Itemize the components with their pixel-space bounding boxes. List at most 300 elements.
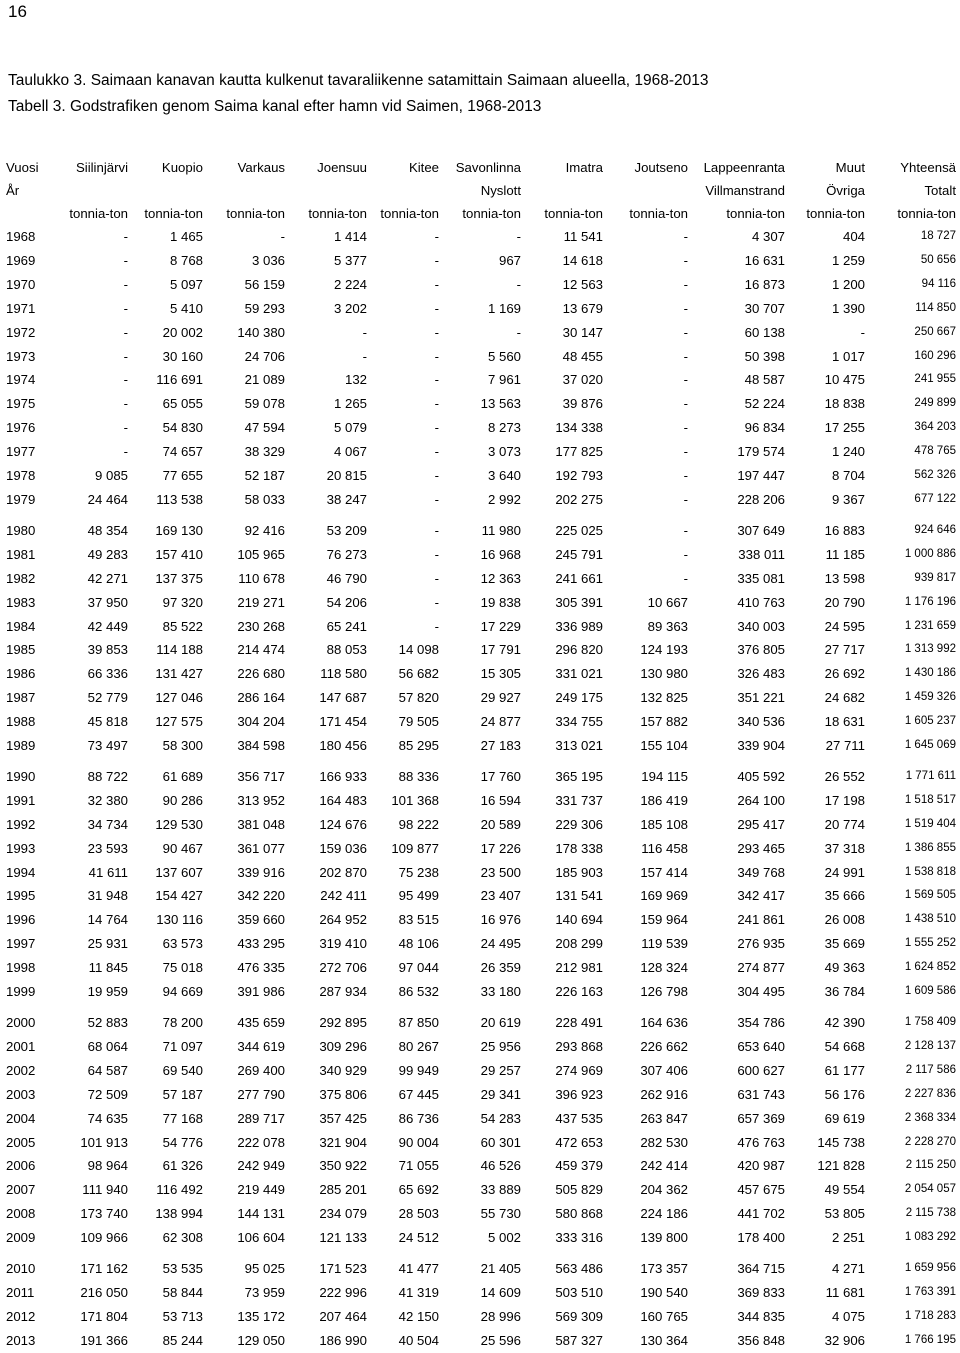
value-cell: 94 669 [162,984,203,1000]
value-cell: 331 021 [555,666,603,682]
header-row [3,179,958,202]
value-cell: 16 883 [824,522,865,538]
value-cell: 350 922 [319,1158,367,1174]
value-cell: 45 818 [87,714,128,730]
header-cell: tonnia-ton [69,206,128,221]
value-cell: - [683,522,688,538]
header-cell: Muut [835,160,865,175]
value-cell: 37 318 [824,840,865,856]
value-cell: 229 306 [555,816,603,832]
value-cell: 169 969 [640,888,688,904]
value-cell: 8 704 [831,468,865,484]
value-cell: 52 883 [87,1015,128,1030]
table-row [3,956,958,980]
value-cell: 35 669 [824,936,865,952]
value-cell: 241 661 [555,570,603,586]
value-cell: 381 048 [237,816,285,832]
total-cell: 2 115 250 [905,1159,956,1172]
year-cell: 1994 [6,864,36,880]
value-cell: 4 271 [831,1261,865,1277]
value-cell: 26 692 [824,666,865,682]
year-cell: 1995 [6,888,36,904]
value-cell: 74 635 [87,1110,128,1126]
value-cell: 24 877 [480,714,521,730]
value-cell: 342 220 [237,888,285,904]
value-cell: 25 596 [480,1332,521,1348]
value-cell: 369 833 [737,1284,785,1300]
value-cell: 41 477 [398,1261,439,1277]
value-cell: 140 694 [555,912,603,928]
value-cell: - [280,229,285,244]
value-cell: 69 540 [162,1062,203,1078]
total-cell: 1 083 292 [904,1231,956,1244]
table-row [3,392,958,416]
value-cell: 420 987 [737,1158,785,1174]
table-row [3,710,958,734]
value-cell: - [683,252,688,268]
value-cell: 85 522 [162,618,203,634]
value-cell: - [123,396,128,412]
value-cell: - [683,546,688,562]
header-cell [130,179,205,202]
value-cell: 226 163 [555,984,603,1000]
value-cell: 18 631 [824,714,865,730]
total-cell: 1 645 069 [904,739,956,752]
value-cell: 293 465 [737,840,785,856]
value-cell: 130 364 [640,1332,688,1348]
data-table [3,156,958,1353]
value-cell: 17 760 [480,768,521,784]
year-cell: 1980 [6,522,36,538]
value-cell: 60 138 [744,324,785,340]
value-cell: - [434,324,439,340]
value-cell: 23 593 [87,840,128,856]
value-cell: 3 202 [333,300,367,316]
table-row [3,1329,958,1353]
value-cell: 8 273 [487,420,521,436]
value-cell: 657 369 [737,1110,785,1126]
value-cell: 226 680 [237,666,285,682]
value-cell: - [362,324,367,340]
value-cell: - [683,570,688,586]
year-cell: 2010 [6,1261,36,1277]
value-cell: 24 464 [87,491,128,507]
value-cell: 1 200 [831,276,865,292]
header-cell: tonnia-ton [544,206,603,221]
value-cell: 10 667 [647,594,688,610]
table-row [3,345,958,369]
header-cell: tonnia-ton [308,206,367,221]
value-cell: 185 903 [555,864,603,880]
table-row [3,1202,958,1226]
value-cell: 171 523 [319,1261,367,1277]
value-cell: 264 952 [319,912,367,928]
value-cell: 27 183 [480,738,521,754]
value-cell: 157 410 [155,546,203,562]
value-cell: 32 906 [824,1332,865,1348]
value-cell: 230 268 [237,618,285,634]
value-cell: 48 587 [744,372,785,388]
table-row [3,758,958,789]
header-cell: Siilinjärvi [75,160,128,175]
value-cell: 476 763 [737,1134,785,1150]
value-cell: 80 267 [398,1038,439,1054]
year-cell: 2009 [6,1230,36,1246]
value-cell: 124 193 [640,642,688,658]
year-cell: 1993 [6,840,36,856]
value-cell: 202 275 [555,491,603,507]
value-cell: 285 201 [319,1182,367,1198]
value-cell: - [123,276,128,292]
value-cell: 47 594 [244,420,285,436]
total-cell: 2 054 057 [904,1183,956,1196]
value-cell: 29 341 [480,1086,521,1102]
value-cell: 33 889 [480,1182,521,1198]
value-cell: 17 255 [824,420,865,436]
value-cell: 4 307 [751,229,785,244]
value-cell: 356 717 [237,768,285,784]
value-cell: 30 707 [744,300,785,316]
value-cell: 331 737 [555,792,603,808]
value-cell: 307 649 [737,522,785,538]
value-cell: - [516,324,521,340]
total-cell: 241 955 [914,373,956,386]
value-cell: 85 295 [398,738,439,754]
header-cell [369,179,441,202]
header-cell [523,179,605,202]
value-cell: 185 108 [640,816,688,832]
value-cell: - [123,324,128,340]
total-cell: 1 176 196 [904,595,956,608]
value-cell: 197 447 [737,468,785,484]
value-cell: 340 929 [319,1062,367,1078]
year-cell: 1984 [6,618,36,634]
table-row [3,1083,958,1107]
value-cell: 212 981 [555,960,603,976]
value-cell: 228 206 [737,491,785,507]
value-cell: 1 017 [831,348,865,364]
value-cell: 129 050 [237,1332,285,1348]
value-cell: 309 296 [319,1038,367,1054]
year-cell: 2003 [6,1086,36,1102]
value-cell: 13 598 [824,570,865,586]
value-cell: 42 449 [87,618,128,634]
total-cell: 1 459 326 [904,691,956,704]
value-cell: 105 965 [237,546,285,562]
value-cell: 2 992 [487,491,521,507]
value-cell: 4 067 [333,444,367,460]
value-cell: 11 845 [88,960,128,976]
header-cell: tonnia-ton [144,206,203,221]
value-cell: 88 336 [398,768,439,784]
value-cell: 138 994 [155,1206,203,1222]
value-cell: 101 913 [80,1134,128,1150]
total-cell: 249 899 [914,397,956,410]
value-cell: 631 743 [737,1086,785,1102]
value-cell: 4 075 [831,1308,865,1324]
total-cell: 2 227 836 [904,1087,956,1100]
value-cell: 319 410 [319,936,367,952]
value-cell: 335 081 [737,570,785,586]
value-cell: 21 089 [244,372,285,388]
value-cell: 24 595 [824,618,865,634]
value-cell: 208 299 [555,936,603,952]
value-cell: 130 980 [640,666,688,682]
value-cell: - [434,491,439,507]
header-cell: tonnia-ton [380,206,439,221]
value-cell: 95 025 [244,1261,285,1277]
value-cell: 52 224 [744,396,785,412]
value-cell: 2 224 [333,276,367,292]
value-cell: 9 367 [831,491,865,507]
value-cell: 71 055 [398,1158,439,1174]
value-cell: 10 475 [824,372,865,388]
value-cell: 192 793 [555,468,603,484]
value-cell: 48 354 [87,522,128,538]
value-cell: 98 964 [87,1158,128,1174]
value-cell: 967 [498,252,521,268]
value-cell: 287 934 [319,984,367,1000]
value-cell: 14 098 [398,642,439,658]
value-cell: 173 357 [640,1261,688,1277]
value-cell: 404 [842,229,865,244]
total-cell: 250 667 [914,325,956,338]
total-cell: 2 368 334 [904,1111,956,1124]
total-cell: 160 296 [914,349,956,362]
year-cell: 1996 [6,912,36,928]
header-cell: tonnia-ton [806,206,865,221]
table-row [3,440,958,464]
table-row [3,789,958,813]
table-row [3,225,958,249]
value-cell: 37 020 [562,372,603,388]
value-cell: 3 640 [487,468,521,484]
value-cell: 61 177 [824,1062,865,1078]
table-row [3,249,958,273]
total-cell: 1 766 195 [904,1333,956,1346]
table-row [3,464,958,488]
total-cell: 562 326 [914,469,956,482]
value-cell: - [516,229,521,244]
value-cell: 277 790 [237,1086,285,1102]
value-cell: 57 820 [398,690,439,706]
value-cell: 472 653 [555,1134,603,1150]
value-cell: 18 838 [824,396,865,412]
value-cell: 166 933 [319,768,367,784]
value-cell: 42 150 [398,1308,439,1324]
year-cell: 1975 [6,396,36,412]
year-cell: 2013 [6,1332,36,1348]
value-cell: 73 497 [87,738,128,754]
table-row [3,416,958,440]
value-cell: - [362,348,367,364]
value-cell: 55 730 [480,1206,521,1222]
value-cell: 11 185 [825,546,865,562]
value-cell: 505 829 [555,1182,603,1198]
value-cell: 180 456 [319,738,367,754]
table-title-finnish: Taulukko 3. Saimaan kanavan kautta kulkenut tavaraliikenne satamittain Saimaan alueella, 1968-2013 [8,72,709,89]
value-cell: 194 115 [641,768,688,784]
value-cell: 2 251 [831,1230,865,1246]
value-cell: 68 064 [87,1038,128,1054]
year-cell: 1979 [6,491,36,507]
value-cell: 19 838 [480,594,521,610]
value-cell: 38 329 [244,444,285,460]
table-row [3,837,958,861]
value-cell: 57 187 [162,1086,203,1102]
value-cell: 52 779 [87,690,128,706]
year-cell: 1997 [6,936,36,952]
header-cell: Joutseno [634,160,688,175]
value-cell: 178 338 [555,840,603,856]
value-cell: 49 283 [87,546,128,562]
value-cell: 653 640 [737,1038,785,1054]
value-cell: 214 474 [237,642,285,658]
year-cell: 1981 [6,546,36,562]
table-row [3,1305,958,1329]
value-cell: 503 510 [555,1284,603,1300]
value-cell: 191 366 [80,1332,128,1348]
value-cell: 179 574 [737,444,785,460]
value-cell: 48 455 [562,348,603,364]
value-cell: 87 850 [398,1015,439,1030]
value-cell: 307 406 [640,1062,688,1078]
year-cell: 1991 [6,792,36,808]
value-cell: 53 713 [162,1308,203,1324]
value-cell: 11 980 [481,522,521,538]
year-cell: 1972 [6,324,36,340]
value-cell: - [683,468,688,484]
value-cell: - [683,420,688,436]
header-cell: Kuopio [161,160,203,175]
value-cell: 1 240 [831,444,865,460]
value-cell: 111 940 [82,1182,128,1198]
value-cell: 58 844 [162,1284,203,1300]
value-cell: 459 379 [555,1158,603,1174]
value-cell: 71 097 [162,1038,203,1054]
value-cell: 78 200 [162,1015,203,1030]
value-cell: 134 338 [555,420,603,436]
value-cell: 14 618 [562,252,603,268]
value-cell: 58 033 [244,491,285,507]
value-cell: 132 825 [640,690,688,706]
value-cell: 157 882 [640,714,688,730]
value-cell: 186 990 [319,1332,367,1348]
year-cell: 1985 [6,642,36,658]
value-cell: 106 604 [237,1230,285,1246]
year-cell: 2011 [6,1284,35,1300]
value-cell: 29 927 [480,690,521,706]
value-cell: 40 504 [398,1332,439,1348]
value-cell: 31 948 [87,888,128,904]
table-row [3,615,958,639]
value-cell: 147 687 [319,690,367,706]
value-cell: 131 541 [555,888,603,904]
value-cell: 204 362 [640,1182,688,1198]
value-cell: 126 798 [640,984,688,1000]
value-cell: 75 018 [162,960,203,976]
value-cell: 85 244 [162,1332,203,1348]
value-cell: 29 257 [480,1062,521,1078]
value-cell: 34 734 [87,816,128,832]
value-cell: 89 363 [647,618,688,634]
value-cell: - [123,444,128,460]
value-cell: - [434,252,439,268]
table-row [3,543,958,567]
value-cell: 14 764 [87,912,128,928]
total-cell: 1 231 659 [904,619,956,632]
table-row [3,368,958,392]
value-cell: 186 419 [640,792,688,808]
value-cell: 164 483 [319,792,367,808]
value-cell: 296 820 [555,642,603,658]
value-cell: 19 959 [87,984,128,1000]
value-cell: 17 791 [480,642,521,658]
value-cell: 1 390 [831,300,865,316]
header-cell: Totalt [924,183,956,198]
table-row [3,1004,958,1035]
table-row [3,1035,958,1059]
value-cell: 65 241 [326,618,367,634]
value-cell: 282 530 [640,1134,688,1150]
year-cell: 2007 [6,1182,36,1198]
year-cell: 2001 [6,1038,36,1054]
total-cell: 677 122 [914,492,956,505]
value-cell: 169 130 [155,522,203,538]
total-cell: 1 555 252 [904,937,956,950]
value-cell: 375 806 [319,1086,367,1102]
value-cell: 160 765 [640,1308,688,1324]
year-cell: 1974 [6,372,36,388]
value-cell: 118 580 [320,666,367,682]
value-cell: 23 407 [480,888,521,904]
total-cell: 1 624 852 [904,961,956,974]
value-cell: 361 077 [237,840,285,856]
value-cell: 56 682 [398,666,439,682]
value-cell: 56 176 [824,1086,865,1102]
year-cell: 2005 [6,1134,36,1150]
value-cell: 17 198 [824,792,865,808]
page-number: 16 [8,2,27,21]
value-cell: 391 986 [237,984,285,1000]
value-cell: 41 319 [398,1284,439,1300]
value-cell: 8 768 [169,252,203,268]
value-cell: 61 326 [162,1158,203,1174]
value-cell: 339 904 [737,738,785,754]
value-cell: 39 853 [87,642,128,658]
value-cell: 334 755 [555,714,603,730]
value-cell: 145 738 [817,1134,865,1150]
value-cell: 3 036 [251,252,285,268]
value-cell: - [434,594,439,610]
value-cell: - [123,348,128,364]
value-cell: 77 655 [162,468,203,484]
value-cell: 28 996 [480,1308,521,1324]
unit-row [3,202,958,225]
value-cell: 242 414 [640,1158,688,1174]
value-cell: 37 950 [87,594,128,610]
value-cell: 98 222 [398,816,439,832]
value-cell: 5 377 [333,252,367,268]
header-cell: tonnia-ton [226,206,285,221]
table-row [3,1131,958,1155]
year-cell: 1992 [6,816,36,832]
year-cell: 1990 [6,768,36,784]
value-cell: 5 410 [169,300,203,316]
value-cell: 12 363 [480,570,521,586]
value-cell: 1 465 [169,229,203,244]
value-cell: 563 486 [555,1261,603,1277]
